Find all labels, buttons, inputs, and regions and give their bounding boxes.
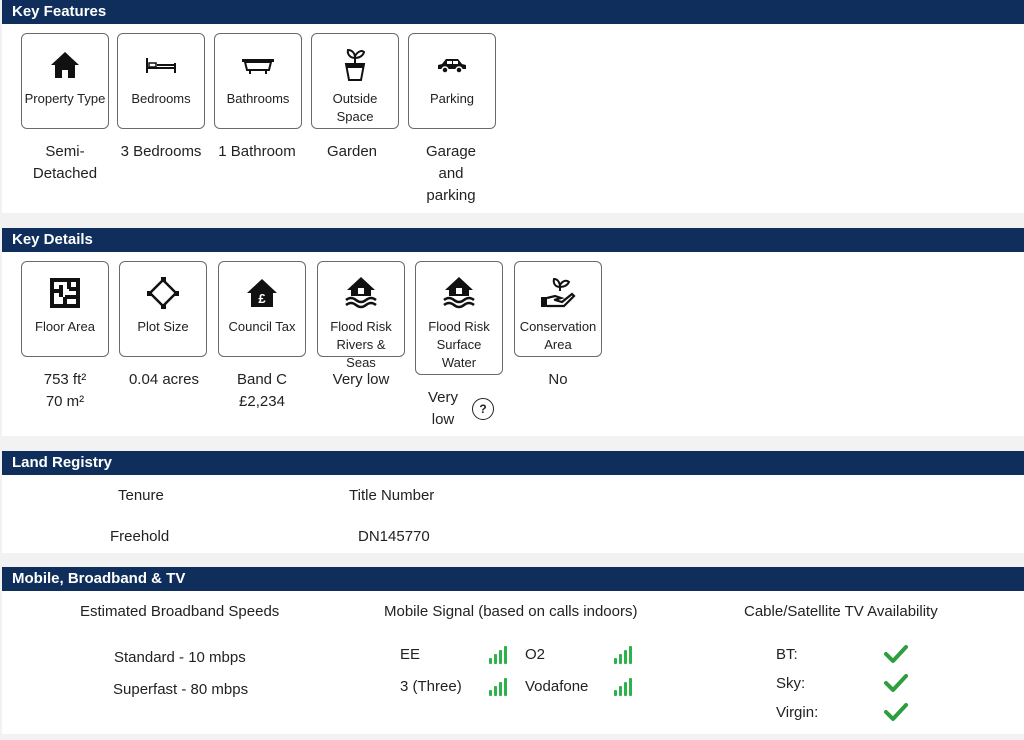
plot-size-value: 0.04 acres bbox=[128, 371, 200, 388]
council-tax-value: Band C £2,234 bbox=[236, 371, 288, 410]
flood-risk-surface-value: Very low bbox=[427, 389, 458, 428]
flood-icon bbox=[416, 276, 502, 310]
question-icon[interactable]: ? bbox=[472, 398, 494, 420]
flood-risk-rivers-value: Very low bbox=[332, 371, 390, 388]
house-icon bbox=[22, 48, 108, 82]
check-icon bbox=[884, 673, 908, 693]
flood-icon bbox=[318, 276, 404, 310]
parking-label: Parking bbox=[429, 91, 475, 106]
check-icon bbox=[884, 702, 908, 722]
bedrooms-value: 3 Bedrooms bbox=[120, 143, 202, 160]
help-button[interactable] bbox=[462, 398, 494, 420]
flood-risk-rivers-label: Flood Risk Rivers & Seas bbox=[330, 319, 392, 370]
tenure-label: Tenure bbox=[118, 487, 164, 504]
operator-ee: EE bbox=[400, 646, 421, 663]
plot-icon bbox=[120, 276, 206, 310]
conservation-area-card bbox=[514, 261, 602, 357]
key-features-panel bbox=[2, 24, 1024, 213]
flood-risk-rivers-card bbox=[317, 261, 405, 370]
house-pound-icon bbox=[219, 276, 305, 310]
mobile-heading: Mobile Signal (based on calls indoors) bbox=[384, 603, 638, 620]
property-type-value: Semi-Detached bbox=[32, 143, 98, 182]
operator-o2: O2 bbox=[525, 646, 546, 663]
bathrooms-value: 1 Bathroom bbox=[218, 143, 296, 160]
broadband-superfast: Superfast - 80 mbps bbox=[113, 681, 249, 698]
tv-heading: Cable/Satellite TV Availability bbox=[744, 603, 938, 620]
bedrooms-card bbox=[117, 33, 205, 129]
plot-size-label: Plot Size bbox=[137, 319, 189, 334]
car-icon bbox=[409, 48, 495, 82]
bedrooms-label: Bedrooms bbox=[131, 91, 191, 106]
parking-value: Garage and parking bbox=[425, 143, 477, 204]
outside-space-value: Garden bbox=[326, 143, 378, 160]
conservation-area-value: No bbox=[548, 371, 568, 388]
operator-three: 3 (Three) bbox=[400, 678, 462, 695]
flood-risk-surface-card bbox=[415, 261, 503, 375]
bathrooms-label: Bathrooms bbox=[226, 91, 290, 106]
hand-plant-icon bbox=[515, 276, 601, 310]
plot-size-card bbox=[119, 261, 207, 357]
council-tax-label: Council Tax bbox=[228, 319, 296, 334]
tv-provider-sky: Sky: bbox=[776, 675, 806, 692]
flood-risk-surface-label: Flood Risk Surface Water bbox=[428, 319, 490, 370]
title-number-label: Title Number bbox=[349, 487, 435, 504]
operator-vodafone: Vodafone bbox=[525, 678, 589, 695]
bathtub-icon bbox=[215, 48, 301, 82]
key-details-header: Key Details bbox=[2, 228, 1024, 252]
key-features-header: Key Features bbox=[2, 0, 1024, 24]
bed-icon bbox=[118, 48, 204, 82]
bathrooms-card bbox=[214, 33, 302, 129]
floor-plan-icon bbox=[22, 276, 108, 310]
key-details-panel bbox=[2, 252, 1024, 436]
mobile-broadband-tv-header: Mobile, Broadband & TV bbox=[2, 567, 1024, 591]
tv-provider-virgin: Virgin: bbox=[776, 704, 819, 721]
council-tax-card bbox=[218, 261, 306, 357]
floor-area-value: 753 ft² 70 m² bbox=[43, 371, 87, 410]
mobile-broadband-tv-panel bbox=[2, 591, 1024, 734]
signal-icon bbox=[489, 678, 507, 696]
land-registry-header: Land Registry bbox=[2, 451, 1024, 475]
plant-pot-icon bbox=[312, 48, 398, 82]
parking-card bbox=[408, 33, 496, 129]
broadband-heading: Estimated Broadband Speeds bbox=[80, 603, 280, 620]
broadband-standard: Standard - 10 mbps bbox=[114, 649, 246, 666]
floor-area-card bbox=[21, 261, 109, 357]
floor-area-label: Floor Area bbox=[35, 319, 95, 334]
outside-space-label: Outside Space bbox=[332, 91, 378, 124]
signal-icon bbox=[489, 646, 507, 664]
svg-text:£: £ bbox=[258, 291, 266, 306]
land-registry-panel bbox=[2, 475, 1024, 553]
property-type-label: Property Type bbox=[24, 91, 106, 106]
tv-provider-bt: BT: bbox=[776, 646, 798, 663]
check-icon bbox=[884, 644, 908, 664]
title-number-value: DN145770 bbox=[358, 528, 430, 545]
outside-space-card bbox=[311, 33, 399, 129]
property-type-card bbox=[21, 33, 109, 129]
conservation-area-label: Conservation Area bbox=[519, 319, 597, 352]
signal-icon bbox=[614, 678, 632, 696]
signal-icon bbox=[614, 646, 632, 664]
tenure-value: Freehold bbox=[110, 528, 170, 545]
